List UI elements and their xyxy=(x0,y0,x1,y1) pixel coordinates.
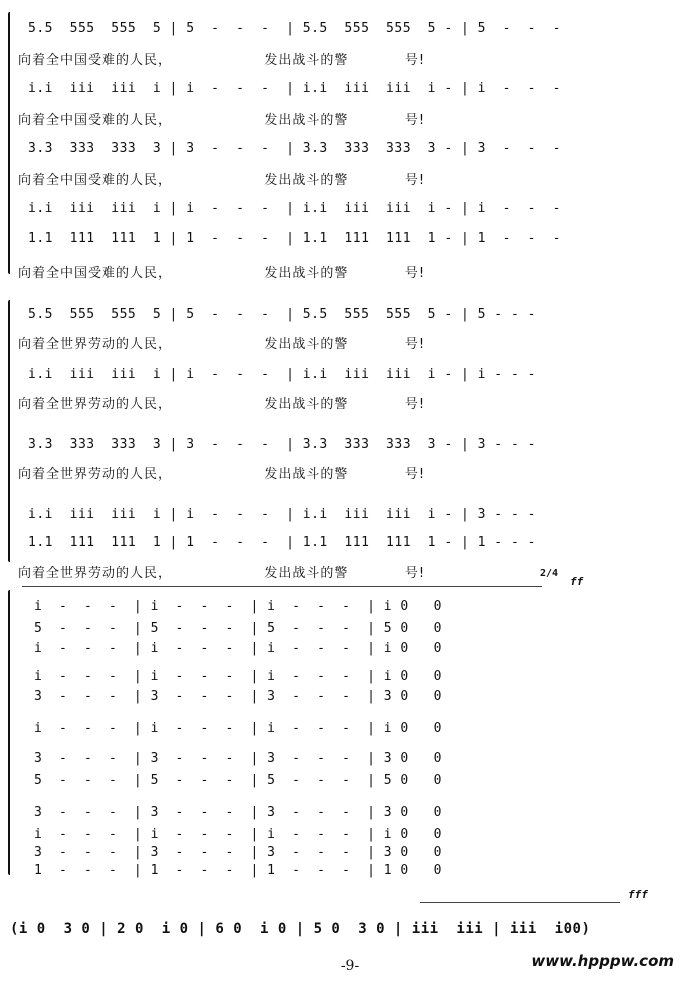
system-brace-1 xyxy=(8,12,10,274)
dynamic-fff: fff xyxy=(628,888,648,901)
staff-row: 1.1 111 111 1 | 1 - - - | 1.1 111 111 1 - | 1 - - - xyxy=(28,231,561,246)
system-brace-2 xyxy=(8,300,10,562)
dynamic-ff: ff xyxy=(570,575,584,588)
crescendo-line xyxy=(420,902,620,903)
staff-row: i - - - | i - - - | i - - - | i 0 0 xyxy=(34,641,443,656)
lyric-row: 向着全世界劳动的人民， 发出战斗的警 号! xyxy=(18,397,426,412)
staff-row: 5.5 555 555 5 | 5 - - - | 5.5 555 555 5 - | 5 - - - xyxy=(28,21,561,36)
lyric-row: 向着全中国受难的人民， 发出战斗的警 号! xyxy=(18,113,426,128)
staff-row: i.i iii iii i | i - - - | i.i iii iii i - | i - - - xyxy=(28,81,561,96)
staff-row: i - - - | i - - - | i - - - | i 0 0 xyxy=(34,721,443,736)
staff-row: i - - - | i - - - | i - - - | i 0 0 xyxy=(34,827,443,842)
staff-row: 3 - - - | 3 - - - | 3 - - - | 3 0 0 xyxy=(34,845,443,860)
page-number: -9- xyxy=(340,958,360,974)
time-signature: 2/4 xyxy=(540,568,559,579)
staff-row: 3 - - - | 3 - - - | 3 - - - | 3 0 0 xyxy=(34,805,443,820)
staff-row: i - - - | i - - - | i - - - | i 0 0 xyxy=(34,599,443,614)
staff-row: 5 - - - | 5 - - - | 5 - - - | 5 0 0 xyxy=(34,621,443,636)
lyric-row: 向着全中国受难的人民， 发出战斗的警 号! xyxy=(18,53,426,68)
site-watermark: www.hpppw.com xyxy=(531,952,674,970)
staff-row: 5.5 555 555 5 | 5 - - - | 5.5 555 555 5 - | 5 - - - xyxy=(28,307,536,322)
lyric-row: 向着全世界劳动的人民， 发出战斗的警 号! xyxy=(18,566,426,581)
staff-row: 3.3 333 333 3 | 3 - - - | 3.3 333 333 3 - | 3 - - - xyxy=(28,437,536,452)
system-brace-3 xyxy=(8,590,10,875)
tie-line xyxy=(22,586,542,587)
staff-row: 1.1 111 111 1 | 1 - - - | 1.1 111 111 1 - | 1 - - - xyxy=(28,535,536,550)
staff-row: 3.3 333 333 3 | 3 - - - | 3.3 333 333 3 - | 3 - - - xyxy=(28,141,561,156)
staff-row: 3 - - - | 3 - - - | 3 - - - | 3 0 0 xyxy=(34,689,443,704)
staff-row: i - - - | i - - - | i - - - | i 0 0 xyxy=(34,669,443,684)
staff-row: 5 - - - | 5 - - - | 5 - - - | 5 0 0 xyxy=(34,773,443,788)
lyric-row: 向着全世界劳动的人民， 发出战斗的警 号! xyxy=(18,337,426,352)
staff-row: i.i iii iii i | i - - - | i.i iii iii i - | i - - - xyxy=(28,367,536,382)
lyric-row: 向着全中国受难的人民， 发出战斗的警 号! xyxy=(18,266,426,281)
staff-row-final: (i 0 3 0 | 2 0 i 0 | 6 0 i 0 | 5 0 3 0 | iii iii | iii i00) xyxy=(10,921,591,937)
staff-row: i.i iii iii i | i - - - | i.i iii iii i - | i - - - xyxy=(28,201,561,216)
lyric-row: 向着全中国受难的人民， 发出战斗的警 号! xyxy=(18,173,426,188)
staff-row: i.i iii iii i | i - - - | i.i iii iii i - | 3 - - - xyxy=(28,507,536,522)
lyric-row: 向着全世界劳动的人民， 发出战斗的警 号! xyxy=(18,467,426,482)
staff-row: 3 - - - | 3 - - - | 3 - - - | 3 0 0 xyxy=(34,751,443,766)
staff-row: 1 - - - | 1 - - - | 1 - - - | 1 0 0 xyxy=(34,863,443,878)
